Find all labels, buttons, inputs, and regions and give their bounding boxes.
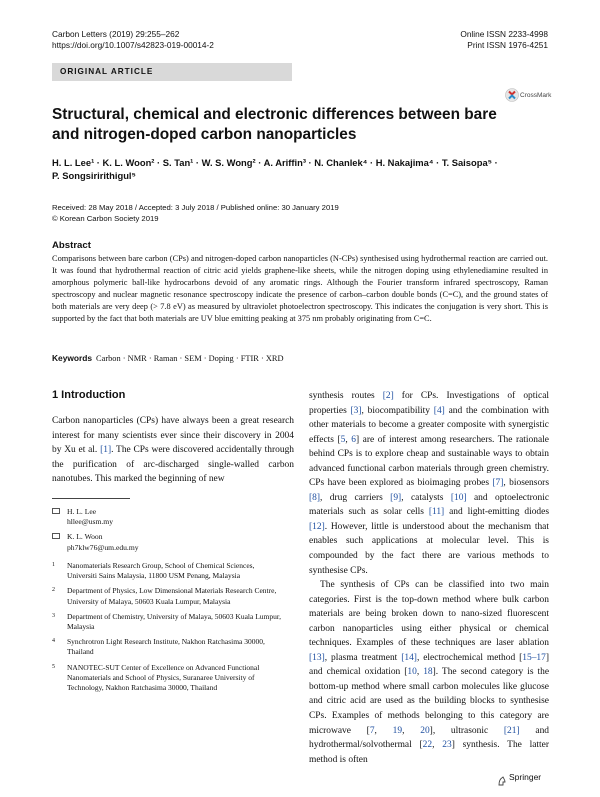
article-type-banner: ORIGINAL ARTICLE	[52, 63, 292, 81]
intro-right-column: synthesis routes [2] for CPs. Investigations of optical properties [3], biocompatibility [4] and the combination with other materials to become a greater composite with synergistic effects [5, 6] are of interest among researchers. The rationale behind CPs is to explore cheap and sustainable ways to obtain advanced functional carbon materials through green chemistry. CPs have been explored as bioimaging probes [7], biosensors [8], drug carriers [9], catalysts [10] and optoelectronic materials such as solar cells [11] and light-emitting diodes [12]. However, little is understood about the mechanism that enables such applications at molecular level. This is compounded by the fact there are various methods to synthesise CPs. The synthesis of CPs can be classified into two main categories. First is the top-down method where bulk carbon materials are being broken down to nano-sized fluorescent carbon nanoparticles using either physical or chemical techniques. Examples of these techniques are laser ablation [13], plasma treatment [14], electrochemical method [15–17] and chemical oxidation [10, 18]. The second category is the bottom-up method where small carbon molecules like glucose and citric acid are used as the building blocks to synthesise CPs. Examples of methods belonging to this category are microwave [7, 19, 20], ultrasonic [21] and hydrothermal/solvothermal [22, 23] synthesis. The latter method is often	[309, 391, 550, 765]
keywords-line	[52, 353, 284, 363]
citation-link[interactable]: [2]	[382, 391, 394, 401]
email-link[interactable]: ph7klw76@um.edu.my	[67, 542, 139, 552]
publisher-name: Springer	[509, 772, 542, 782]
author-list: H. L. Lee¹ · K. L. Woon² · S. Tan¹ · W. S. Wong² · A. Ariffin³ · N. Chanlek⁴ · H. Nakajima⁴ · T. Saisopa⁵ · P. Songsiririthigul⁵	[52, 157, 498, 181]
envelope-icon	[52, 508, 60, 514]
citation-link[interactable]: 6	[351, 434, 356, 445]
affiliation-item: 5 NANOTEC-SUT Center of Excellence on Advanced Functional Nanomaterials and School of Physics, Suranaree University of Technology, Nakhon Ratchasima 30000, Thailand	[52, 662, 260, 693]
citation-link[interactable]: [10]	[450, 492, 467, 503]
citation-link[interactable]: 18	[423, 667, 433, 678]
crossmark-label: CrossMark	[520, 92, 552, 99]
affiliations-block	[52, 561, 284, 693]
envelope-icon	[52, 533, 60, 539]
citation-link[interactable]: [14]	[401, 652, 417, 663]
affiliation-item: 4 Synchrotron Light Research Institute, Nakhon Ratchasima 30000, Thailand	[52, 637, 265, 657]
abstract-heading: Abstract	[52, 240, 91, 251]
citation-link[interactable]: [3]	[350, 405, 362, 416]
citation-link[interactable]: [11]	[428, 507, 445, 518]
affiliation-item: 1 Nanomaterials Research Group, School of Chemical Sciences, Universiti Sains Malaysia, 11800 USM Penang, Malaysia	[52, 561, 255, 581]
journal-citation: Carbon Letters (2019) 29:255–262 https://doi.org/10.1007/s42823-019-00014-2	[52, 29, 214, 50]
keywords-list: Carbon · NMR · Raman · SEM · Doping · FTIR · XRD	[96, 354, 284, 363]
issn-block: Online ISSN 2233-4998 Print ISSN 1976-4251	[460, 29, 548, 50]
paper-title: Structural, chemical and electronic differences between bare and nitrogen-doped carbon nanoparticles	[52, 106, 497, 143]
citation-link[interactable]: 23	[442, 740, 452, 751]
citation-link[interactable]: [9]	[390, 492, 402, 503]
affiliation-item: 3 Department of Chemistry, University of Malaya, 50603 Kuala Lumpur, Malaysia	[52, 611, 281, 632]
citation-link[interactable]: 5	[340, 434, 346, 445]
citation-link[interactable]: 20	[420, 725, 430, 736]
citation-link[interactable]: [21]	[503, 725, 520, 736]
citation-link[interactable]: 22	[422, 740, 433, 751]
citation-link[interactable]: [8]	[309, 492, 321, 503]
crossmark-icon[interactable]	[505, 88, 519, 102]
citation-link[interactable]: 19	[392, 725, 403, 736]
citation-link[interactable]: [13]	[309, 652, 325, 663]
citation-link[interactable]: [1]	[100, 445, 112, 456]
citation-link[interactable]: 15–17	[522, 652, 546, 663]
citation-link[interactable]: 7	[369, 725, 375, 736]
email-link[interactable]: hllee@usm.my	[67, 517, 114, 527]
publication-history: Received: 28 May 2018 / Accepted: 3 July 2018 / Published online: 30 January 2019 © Korean Carbon Society 2019	[52, 203, 339, 223]
affiliation-item: 2 Department of Physics, Low Dimensional Materials Research Centre, University of Malaya, 50603 Kuala Lumpur, Malaysia	[52, 586, 277, 606]
intro-left-column: Carbon nanoparticles (CPs) have always been a great research interest for many scientists ever since their discovery in 2004 by Xu et al. [1]. The CPs were discovered accidentally through the purification of arc-discharged single-walled carbon nanotubes. This marked the beginning of new	[52, 416, 295, 485]
footnote-divider	[52, 498, 130, 499]
keywords-label: Keywords	[52, 353, 93, 363]
citation-link[interactable]: [12]	[309, 521, 325, 532]
citation-link[interactable]: 10	[407, 667, 417, 678]
abstract-text: Comparisons between bare carbon (CPs) and nitrogen-doped carbon nanoparticles (N-CPs) synthesised using hydrothermal reaction are carried out. It was found that hydrothermal reaction of citric acid yields graphene-like sheets, while the nitrogen doping using ethylenediamine resulted in amorphous polymeric ball-like hydrocarbons devoid of any aromatic rings. Although the Fourier transform infrared spectroscopy, Raman spectroscopy and nuclear magnetic resonance spectroscopy indicate the presence of carbon–carbon double bonds (C=C), and the ground states of both materials are very deep (> 7.8 eV) as measured by ultraviolet photoelectron spectroscopy. This indicates the conjugation is very short. This is supported by the fact that both materials are UV blue emitting peaking at 375 nm probably originating from C=C.	[52, 254, 548, 323]
section-heading-introduction: 1 Introduction	[52, 389, 126, 401]
springer-horse-icon	[497, 773, 507, 783]
citation-link[interactable]: [7]	[492, 478, 504, 489]
correspondence-block: H. L. Lee hllee@usm.my K. L. Woon ph7klw76@um.edu.my	[52, 507, 294, 553]
citation-link[interactable]: [4]	[433, 405, 445, 416]
